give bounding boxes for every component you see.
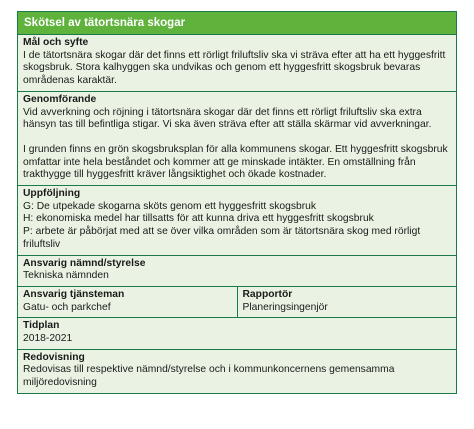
responsible-row	[18, 286, 456, 317]
table-title: Skötsel av tätortsnära skogar	[18, 12, 456, 34]
section-heading: Genomförande	[23, 93, 97, 105]
section-value: Gatu- och parkchef	[23, 301, 111, 313]
section-uppfoljning	[18, 185, 456, 255]
followup-line-p: P: arbete är påbörjat med att se över vilka områden som är tätortsnära skog med rörligt friluftsliv	[23, 226, 421, 250]
section-heading: Ansvarig tjänsteman	[23, 288, 125, 300]
followup-line-g: G: De utpekade skogarna sköts genom ett hyggesfritt skogsbruk	[23, 200, 317, 212]
section-value: Planeringsingenjör	[242, 301, 328, 313]
section-ansvarig-tjansteman	[18, 287, 237, 317]
section-tidplan	[18, 317, 456, 348]
section-redovisning	[18, 349, 456, 393]
followup-line-h: H: ekonomiska medel har tillsatts för att kunna driva ett hyggesfritt skogsbruk	[23, 213, 374, 225]
section-heading: Mål och syfte	[23, 37, 89, 48]
section-value: Redovisas till respektive nämnd/styrelse och i kommunkoncernens gemensamma miljöredovisning	[23, 364, 395, 389]
section-rapportor	[237, 287, 457, 317]
paragraph-spacer	[23, 132, 451, 144]
action-table	[17, 11, 457, 394]
section-heading: Ansvarig nämnd/styrelse	[23, 257, 146, 269]
section-text: Vid avverkning och röjning i tätortsnära skogar där det finns ett rörligt friluftsliv ska extra hänsyn tas till befintliga stigar. Vi ska även sträva efter att ställa skärmar vid avverkningar.	[23, 106, 432, 131]
section-value: 2018-2021	[23, 333, 73, 345]
section-genomforande	[18, 91, 456, 185]
section-text: I de tätortsnära skogar där det finns ett rörligt friluftsliv ska vi sträva efter att ha ett hyggesfritt skogsbruk. Stora kalhyggen ska undvikas och genom ett hyggesfritt skogsbruk bevaras områdenas karaktär.	[23, 49, 446, 87]
section-heading: Tidplan	[23, 320, 60, 332]
section-mal-och-syfte	[18, 34, 456, 91]
section-heading: Rapportör	[242, 288, 293, 300]
section-heading: Uppföljning	[23, 188, 81, 200]
section-value: Tekniska nämnden	[23, 270, 109, 282]
section-ansvarig-namnd	[18, 255, 456, 286]
section-heading: Redovisning	[23, 351, 85, 363]
section-text: I grunden finns en grön skogsbruksplan för alla kommunens skogar. Ett hyggesfritt skogsbruk omfattar inte hela beståndet och kommer att ge minskade intäkter. En omställning från trakthygge till hyggesfritt kräver långsiktighet och ökade kostnader.	[23, 143, 448, 181]
